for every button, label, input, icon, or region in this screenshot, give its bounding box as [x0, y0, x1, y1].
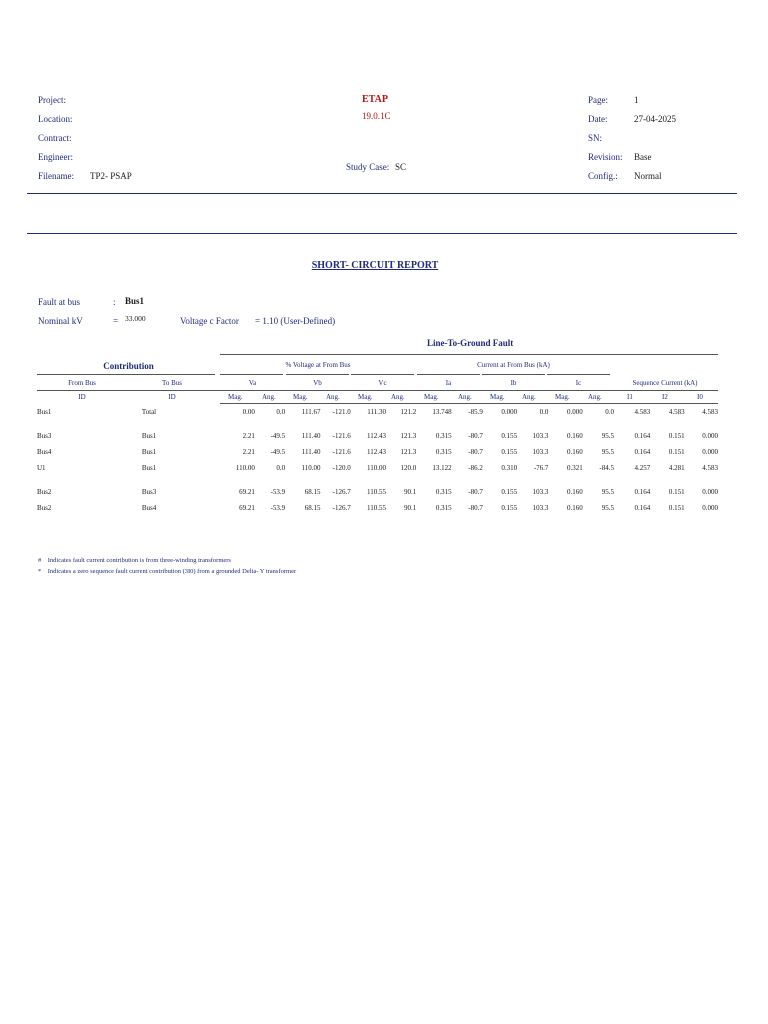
value-cell: 95.5 — [601, 448, 614, 456]
i2-header: I2 — [662, 393, 668, 401]
value-cell: 4.583 — [634, 408, 651, 416]
value-cell: -76.7 — [533, 464, 549, 472]
value-cell: -80.7 — [468, 432, 483, 440]
vb-ang-header: Ang. — [326, 393, 340, 401]
fault-at-bus-value: Bus1 — [125, 296, 145, 306]
value-cell: 95.5 — [601, 488, 614, 496]
to-id-header: ID — [168, 393, 176, 401]
from-id-header: ID — [78, 393, 86, 401]
value-cell: 110.55 — [367, 504, 387, 512]
note-mark: * — [38, 568, 42, 575]
value-cell: 0.160 — [566, 488, 583, 496]
value-cell: 0.164 — [634, 504, 651, 512]
value-cell: 0.0 — [276, 464, 286, 472]
value-cell: 0.160 — [566, 432, 583, 440]
app-name: ETAP — [362, 94, 388, 105]
filename-label: Filename: — [38, 171, 74, 181]
voltage-group-header: % Voltage at From Bus — [285, 361, 351, 369]
value-cell: 0.000 — [702, 504, 718, 512]
revision-value: Base — [634, 152, 652, 162]
from-bus-cell: Bus4 — [37, 448, 52, 456]
value-cell: 0.164 — [634, 488, 651, 496]
value-cell: 2.21 — [242, 448, 255, 456]
from-bus-cell: U1 — [37, 464, 46, 472]
i1-header: I1 — [627, 393, 633, 401]
report-title: SHORT- CIRCUIT REPORT — [311, 260, 439, 271]
sequence-group-header: Sequence Current (kA) — [632, 379, 698, 387]
va-header: Va — [248, 379, 257, 387]
value-cell: -126.7 — [332, 488, 351, 496]
fault-type-title: Line-To-Ground Fault — [427, 338, 514, 348]
app-version: 19.0.1C — [362, 111, 391, 121]
from-bus-cell: Bus2 — [37, 488, 52, 496]
ib-header: Ib — [510, 379, 517, 387]
table-row — [37, 404, 720, 420]
value-cell: 111.30 — [367, 408, 387, 416]
value-cell: 112.43 — [367, 432, 387, 440]
to-bus-cell: Total — [141, 408, 157, 416]
value-cell: 0.151 — [668, 448, 685, 456]
value-cell: 103.3 — [532, 488, 549, 496]
i0-header: I0 — [697, 393, 703, 401]
value-cell: 0.315 — [435, 504, 452, 512]
value-cell: 0.000 — [702, 432, 718, 440]
vc-header: Vc — [378, 379, 387, 387]
value-cell: 4.257 — [634, 464, 651, 472]
value-cell: 0.315 — [435, 432, 452, 440]
value-cell: -53.9 — [270, 488, 286, 496]
value-cell: 111.67 — [301, 408, 321, 416]
header-line-2a — [37, 374, 215, 375]
value-cell: -53.9 — [270, 504, 286, 512]
voltage-factor-value: = 1.10 (User-Defined) — [255, 316, 336, 326]
va-mag-header: Mag. — [228, 393, 243, 401]
value-cell: 13.748 — [432, 408, 452, 416]
value-cell: 110.00 — [367, 464, 387, 472]
value-cell: 4.583 — [702, 464, 718, 472]
table-row — [37, 428, 720, 444]
note-three-winding — [38, 557, 231, 564]
value-cell: 0.160 — [566, 448, 583, 456]
value-cell: 120.0 — [400, 464, 417, 472]
contribution-header: Contribution — [103, 361, 154, 371]
fault-at-bus-label: Fault at bus — [38, 297, 80, 307]
vc-mag-header: Mag. — [358, 393, 373, 401]
value-cell: 121.3 — [400, 432, 417, 440]
to-bus-cell: Bus1 — [141, 448, 157, 456]
note-text: Indicates a zero sequence fault current contribution (3I0) from a grounded Delta- Y transformer — [47, 568, 297, 575]
value-cell: 121.2 — [400, 408, 417, 416]
value-cell: -120.0 — [332, 464, 351, 472]
value-cell: -49.5 — [270, 432, 286, 440]
note-zero-sequence — [38, 568, 296, 575]
study-case-label: Study Case: — [346, 162, 390, 172]
ia-ang-header: Ang. — [458, 393, 472, 401]
value-cell: -121.0 — [332, 408, 351, 416]
value-cell: 4.583 — [668, 408, 685, 416]
header-line-2d — [351, 374, 414, 375]
header-line-2f — [482, 374, 545, 375]
value-cell: -80.7 — [468, 504, 483, 512]
value-cell: 103.3 — [532, 504, 549, 512]
value-cell: 0.315 — [435, 488, 452, 496]
table-row — [37, 460, 720, 476]
value-cell: 0.155 — [501, 432, 518, 440]
sn-label: SN: — [588, 133, 603, 143]
row-spacer — [37, 420, 720, 428]
value-cell: 0.160 — [566, 504, 583, 512]
row-spacer — [37, 476, 720, 484]
value-cell: 69.21 — [239, 504, 255, 512]
from-bus-cell: Bus1 — [37, 408, 52, 416]
ia-mag-header: Mag. — [424, 393, 439, 401]
value-cell: 13.122 — [432, 464, 452, 472]
value-cell: 4.583 — [702, 408, 718, 416]
page-value: 1 — [634, 95, 639, 105]
from-bus-header: From Bus — [68, 379, 96, 387]
note-text: Indicates fault current contribution is from three-winding transformers — [47, 557, 231, 564]
value-cell: 68.15 — [304, 488, 321, 496]
header-line-2b — [220, 374, 283, 375]
value-cell: 4.281 — [668, 464, 685, 472]
ib-mag-header: Mag. — [490, 393, 505, 401]
value-cell: -86.2 — [468, 464, 483, 472]
value-cell: 0.0 — [539, 408, 549, 416]
vb-header: Vb — [313, 379, 322, 387]
value-cell: 0.164 — [634, 448, 651, 456]
value-cell: -126.7 — [332, 504, 351, 512]
header-line-2c — [286, 374, 349, 375]
value-cell: 110.00 — [235, 464, 255, 472]
to-bus-header: To Bus — [162, 379, 182, 387]
ic-header: Ic — [575, 379, 582, 387]
value-cell: 112.43 — [367, 448, 387, 456]
engineer-label: Engineer: — [38, 152, 73, 162]
value-cell: 0.000 — [702, 488, 718, 496]
date-label: Date: — [588, 114, 608, 124]
header-rule-top — [27, 193, 737, 194]
fault-contribution-table — [37, 404, 720, 516]
nominal-kv-label: Nominal kV — [38, 316, 83, 326]
value-cell: 90.1 — [404, 504, 417, 512]
value-cell: 90.1 — [404, 488, 417, 496]
value-cell: 0.151 — [668, 432, 685, 440]
value-cell: 95.5 — [601, 504, 614, 512]
fault-at-bus-separator: : — [113, 297, 116, 307]
value-cell: 111.40 — [301, 448, 321, 456]
value-cell: 121.3 — [400, 448, 417, 456]
from-bus-cell: Bus3 — [37, 432, 52, 440]
config-value: Normal — [634, 171, 662, 181]
project-label: Project: — [38, 95, 66, 105]
filename-value: TP2- PSAP — [90, 171, 132, 181]
nominal-kv-value: 33.000 — [125, 314, 146, 323]
header-rule-bottom — [27, 233, 737, 234]
value-cell: 68.15 — [304, 504, 321, 512]
value-cell: -80.7 — [468, 448, 483, 456]
config-label: Config.: — [588, 171, 618, 181]
value-cell: -49.5 — [270, 448, 286, 456]
value-cell: 0.0 — [605, 408, 614, 416]
value-cell: 0.00 — [242, 408, 255, 416]
va-ang-header: Ang. — [262, 393, 276, 401]
value-cell: 0.151 — [668, 504, 685, 512]
vb-mag-header: Mag. — [293, 393, 308, 401]
to-bus-cell: Bus1 — [141, 432, 157, 440]
value-cell: -84.5 — [599, 464, 614, 472]
value-cell: 111.40 — [301, 432, 321, 440]
value-cell: 0.000 — [566, 408, 583, 416]
to-bus-cell: Bus3 — [141, 488, 157, 496]
value-cell: -85.9 — [468, 408, 483, 416]
current-group-header: Current at From Bus (kA) — [477, 361, 550, 369]
header-line-3 — [37, 390, 718, 391]
value-cell: -121.6 — [332, 432, 351, 440]
page-label: Page: — [588, 95, 608, 105]
table-row — [37, 444, 720, 460]
value-cell: -80.7 — [468, 488, 483, 496]
value-cell: 0.310 — [501, 464, 518, 472]
value-cell: 69.21 — [239, 488, 255, 496]
value-cell: 0.000 — [702, 448, 718, 456]
to-bus-cell: Bus4 — [141, 504, 157, 512]
table-row — [37, 484, 720, 500]
ia-header: Ia — [445, 379, 452, 387]
table-row — [37, 500, 720, 516]
contract-label: Contract: — [38, 133, 72, 143]
value-cell: 0.155 — [501, 504, 518, 512]
location-label: Location: — [38, 114, 73, 124]
value-cell: 110.00 — [301, 464, 321, 472]
value-cell: 95.5 — [601, 432, 614, 440]
value-cell: 0.0 — [276, 408, 286, 416]
from-bus-cell: Bus2 — [37, 504, 52, 512]
value-cell: 0.155 — [501, 488, 518, 496]
value-cell: 0.000 — [501, 408, 518, 416]
note-mark: # — [38, 557, 42, 564]
date-value: 27-04-2025 — [634, 114, 676, 124]
study-case-value: SC — [395, 162, 407, 172]
value-cell: 0.155 — [501, 448, 518, 456]
value-cell: 0.315 — [435, 448, 452, 456]
header-line-2e — [417, 374, 480, 375]
voltage-factor-label: Voltage c Factor — [180, 316, 239, 326]
ib-ang-header: Ang. — [522, 393, 536, 401]
header-line-2g — [547, 374, 610, 375]
nominal-kv-separator: = — [113, 316, 119, 326]
value-cell: 0.321 — [566, 464, 583, 472]
header-line-1 — [220, 354, 718, 355]
value-cell: 2.21 — [242, 432, 255, 440]
value-cell: 103.3 — [532, 448, 549, 456]
to-bus-cell: Bus1 — [141, 464, 157, 472]
ic-mag-header: Mag. — [555, 393, 570, 401]
ic-ang-header: Ang. — [588, 393, 602, 401]
vc-ang-header: Ang. — [391, 393, 405, 401]
value-cell: -121.6 — [332, 448, 351, 456]
value-cell: 0.151 — [668, 488, 685, 496]
revision-label: Revision: — [588, 152, 623, 162]
value-cell: 103.3 — [532, 432, 549, 440]
value-cell: 0.164 — [634, 432, 651, 440]
value-cell: 110.55 — [367, 488, 387, 496]
